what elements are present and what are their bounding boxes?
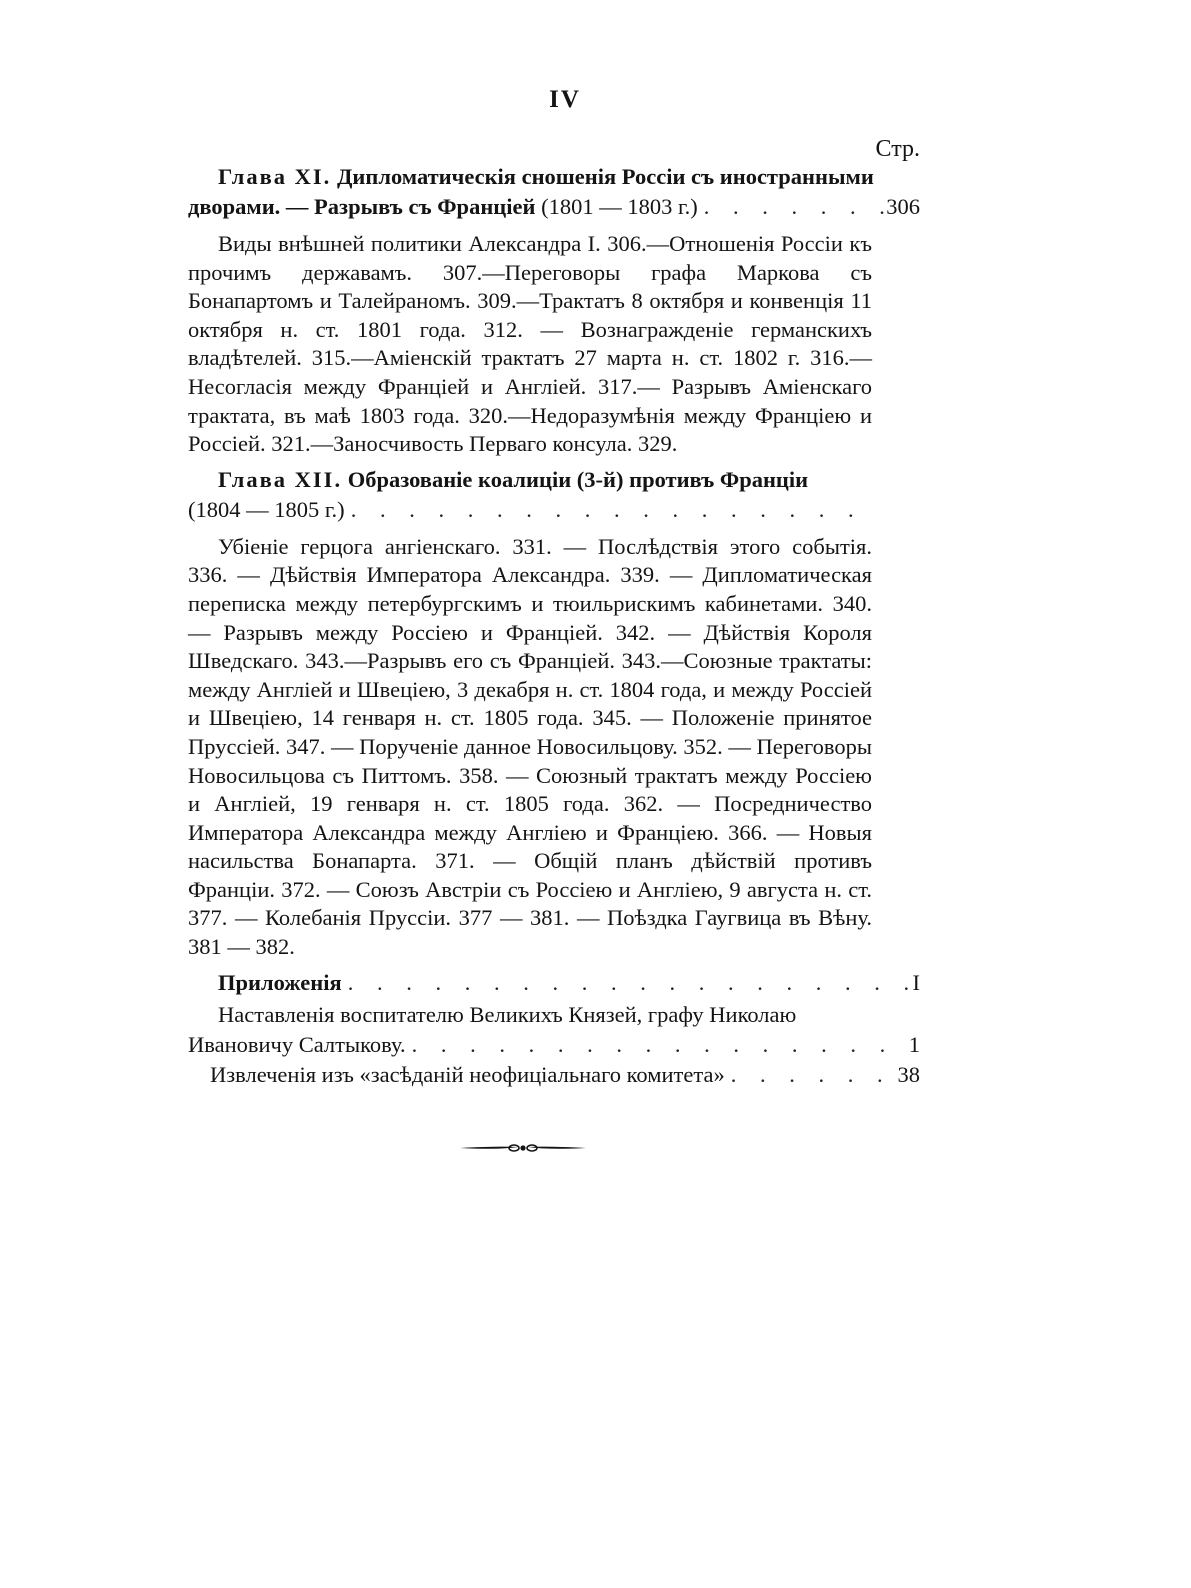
appendix-label: Приложенія (218, 969, 342, 995)
chapter-12 (188, 465, 920, 962)
appendix-item-page: 38 (897, 1061, 920, 1087)
page-number: IV (549, 86, 581, 113)
chapter-title: Дипломатическія сношенія Россіи съ иностранными (336, 164, 874, 189)
chapter-heading-line2 (188, 495, 920, 525)
chapter-title-cont: дворами. — Разрывъ съ Франціей (188, 194, 536, 219)
appendix-item-text: Извлеченія изъ «засѣданій неофиціальнаго комитета» (210, 1061, 725, 1087)
leader-dots (698, 192, 886, 222)
appendix-page: I (912, 969, 920, 995)
leader-dots (342, 968, 913, 998)
chapter-page: 306 (886, 194, 920, 219)
page-column-label: Стр. (875, 136, 920, 162)
leader-dots (406, 1030, 909, 1060)
table-of-contents (188, 162, 920, 1090)
chapter-title: Образованіе коалиціи (3-й) противъ Франціи (347, 466, 809, 492)
appendix-item-2 (210, 1060, 920, 1090)
leader-dots (345, 495, 872, 525)
appendix-heading (188, 968, 920, 998)
appendix-section (188, 968, 920, 1090)
appendix-item-text: Наставленія воспитателю Великихъ Князей, графу Николаю (218, 1001, 797, 1027)
chapter-summary: Виды внѣшней политики Александра I. 306.—Отношенія Россіи къ прочимъ державамъ. 307.—Переговоры графа Маркова съ Бонапартомъ и Талейраномъ. 309.—Трактатъ 8 октября и конвенція 11 октября н. ст. 1801 года. 312. — Вознагражденіе германскихъ владѣтелей. 315.—Аміенскій трактатъ 27 марта н. ст. 1802 г. 316.—Несогласія между Франціей и Англіей. 317.— Разрывъ Аміенскаго трактата, въ маѣ 1803 года. 320.—Недоразумѣнія между Франціею и Россіей. 321.—Заносчивость Перваго консула. 329. (188, 231, 872, 457)
chapter-heading (188, 162, 920, 192)
chapter-summary: Убіеніе герцога ангіенскаго. 331. — Послѣдствія этого событія. 336. — Дѣйствія Императора Александра. 339. — Дипломатическая переписка между петербургскимъ и тюильрискимъ кабинетами. 340. — Разрывъ между Россіею и Франціей. 342. — Дѣйствія Короля Шведскаго. 343.—Разрывъ его съ Франціей. 343.—Союзные трактаты: между Англіей и Швеціею, 3 декабря н. ст. 1804 года, и между Россіей и Швеціею, 14 генваря н. ст. 1805 года. 345. — Положеніе принятое Пруссіей. 347. — Порученіе данное Новосильцову. 352. — Переговоры Новосильцова съ Питтомъ. 358. — Союзный трактатъ между Россіею и Англіей, 19 генваря н. ст. 1805 года. 362. — Посредничество Императора Александра между Англіею и Франціею. 366. — Новыя насильства Бонапарта. 371. — Общій планъ дѣйствій противъ Франціи. 372. — Союзъ Австріи съ Россіею и Англіею, 9 августа н. ст. 377. — Колебанія Пруссіи. 377 — 381. — Поѣздка Гаугвица въ Вѣну. 381 — 382. (188, 533, 872, 960)
chapter-years: (1804 — 1805 г.) (188, 496, 345, 522)
appendix-item-1-line1 (188, 1000, 920, 1030)
chapter-label: Глава XII. (218, 466, 343, 492)
ornament-divider-icon (458, 1136, 588, 1160)
chapter-label: Глава XI. (218, 164, 332, 189)
chapter-heading (188, 465, 920, 495)
chapter-years: (1801 — 1803 г.) (541, 194, 698, 219)
leader-dots (725, 1060, 898, 1090)
appendix-item-text: Ивановичу Салтыкову. (188, 1031, 406, 1057)
chapter-11 (188, 162, 920, 459)
chapter-heading-line2 (188, 192, 920, 222)
appendix-item-1-line2 (188, 1030, 920, 1060)
appendix-item-page: 1 (908, 1031, 920, 1057)
